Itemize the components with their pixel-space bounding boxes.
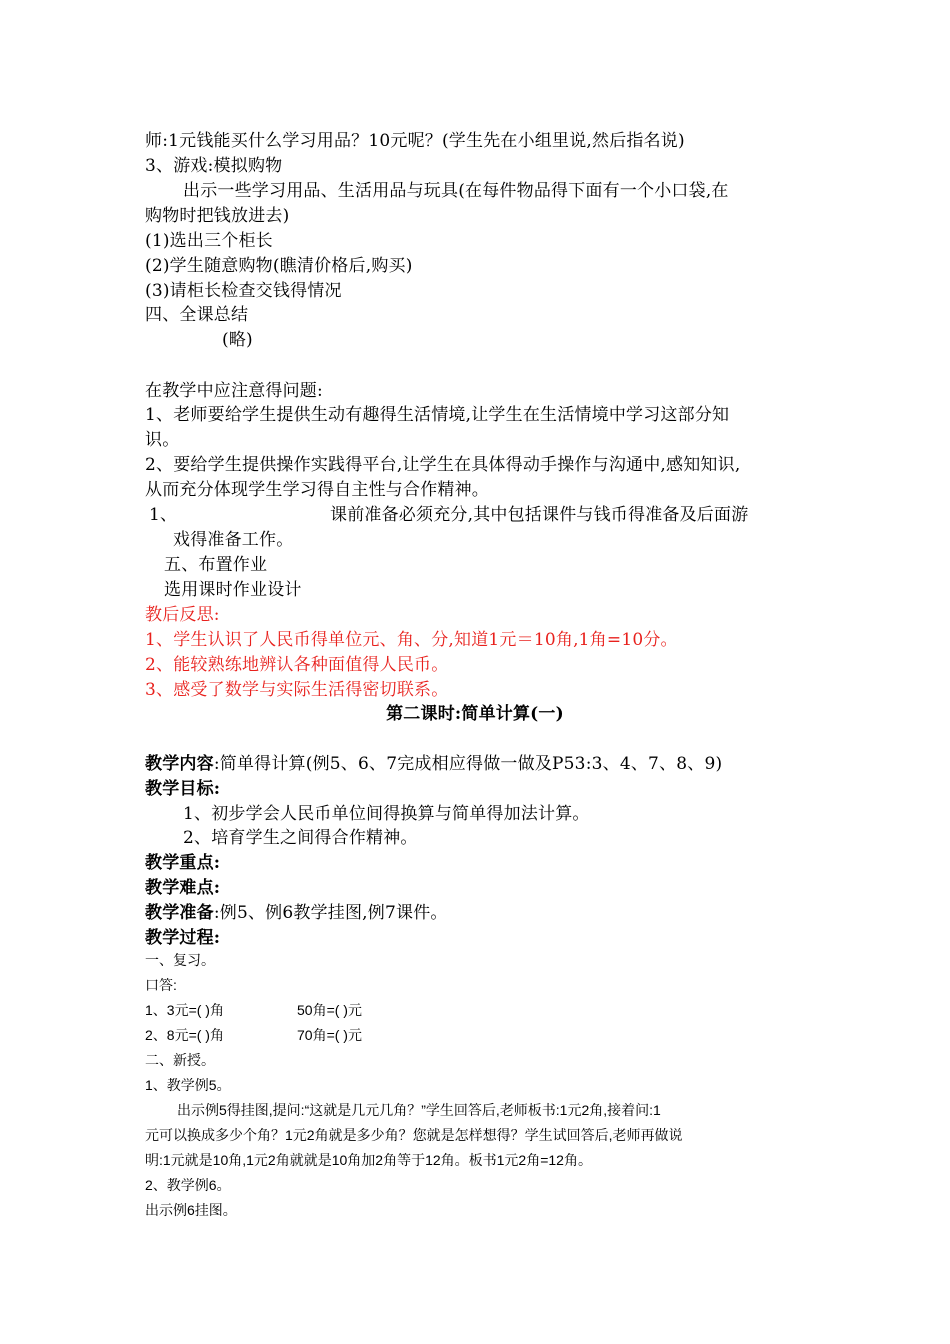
label-bold: 教学准备 [145,903,214,923]
text-line: 1、初步学会人民币单位间得换算与简单得加法计算。 [183,804,590,824]
text-line: 购物时把钱放进去) [145,206,290,226]
text-line: 2、要给学生提供操作实践得平台,让学生在具体得动手操作与沟通中,感知知识, [145,455,741,475]
text-line: 课前准备必须充分,其中包括课件与钱币得准备及后面游 [330,505,749,525]
label-bold: 教学重点: [145,853,221,873]
text-line: 出示例5得挂图,提问:“这就是几元几角？”学生回答后,老师板书:1元2角,接着问:1 [177,1102,661,1118]
text-line [145,898,448,923]
reflection-line: 2、能较熟练地辨认各种面值得人民币。 [145,655,449,675]
label-bold: 教学目标: [145,779,221,799]
text-line: 1、老师要给学生提供生动有趣得生活情境,让学生在生活情境中学习这部分知 [145,405,730,425]
reflection-line: 1、学生认识了人民币得单位元、角、分,知道1元＝10角,1角=10分。 [145,630,678,650]
text-line: 在教学中应注意得问题: [145,381,323,401]
label-value: :简单得计算(例5、6、7完成相应得做一做及P53:3、4、7、8、9) [213,754,723,774]
text-line: 2、教学例6。 [145,1177,231,1193]
text-line: 出示例6挂图。 [145,1202,237,1218]
exercise-item: 1、3元=( )角 [145,1002,224,1018]
text-line: (略) [222,330,253,350]
reflection-heading: 教后反思: [145,605,220,625]
label-bold: 教学内容 [145,754,214,774]
lesson-title: 第二课时:简单计算(一) [386,704,564,724]
text-line: 识。 [145,430,180,450]
text-line: 从而充分体现学生学习得自主性与合作精神。 [145,480,489,500]
reflection-line: 3、感受了数学与实际生活得密切联系。 [145,680,449,700]
exercise-item: 50角=( )元 [297,1002,362,1018]
text-line: 明:1元就是10角,1元2角就就是10角加2角等于12角。板书1元2角=12角。 [145,1152,592,1168]
text-line: 出示一些学习用品、生活用品与玩具(在每件物品得下面有一个小口袋,在 [183,181,729,201]
text-line: 师:1元钱能买什么学习用品？10元呢？(学生先在小组里说,然后指名说) [145,131,685,151]
text-line: 选用课时作业设计 [164,580,302,600]
text-line: 3、游戏:模拟购物 [145,156,283,176]
text-line: 元可以换成多少个角？1元2角就是多少角？您就是怎样想得？学生试回答后,老师再做说 [145,1127,683,1143]
text-line: (1)选出三个柜长 [145,231,273,251]
label-bold: 教学过程: [145,928,221,948]
text-line: (2)学生随意购物(瞧清价格后,购买) [145,256,413,276]
label-bold: 教学难点: [145,878,221,898]
exercise-item: 70角=( )元 [297,1027,362,1043]
text-line: 1、 [149,505,178,525]
text-line: 2、培育学生之间得合作精神。 [183,828,418,848]
text-line: 戏得准备工作。 [173,530,294,550]
text-line [145,749,722,774]
section-heading: 五、布置作业 [164,555,268,575]
exercise-item: 2、8元=( )角 [145,1027,224,1043]
text-line: 1、教学例5。 [145,1077,231,1093]
text-line: 一、复习。 [145,952,215,968]
section-heading: 四、全课总结 [145,305,249,325]
text-line: 二、新授。 [145,1052,215,1068]
text-line: 口答: [145,977,177,993]
text-line: (3)请柜长检查交钱得情况 [145,281,342,301]
label-value: :例5、例6教学挂图,例7课件。 [213,903,448,923]
